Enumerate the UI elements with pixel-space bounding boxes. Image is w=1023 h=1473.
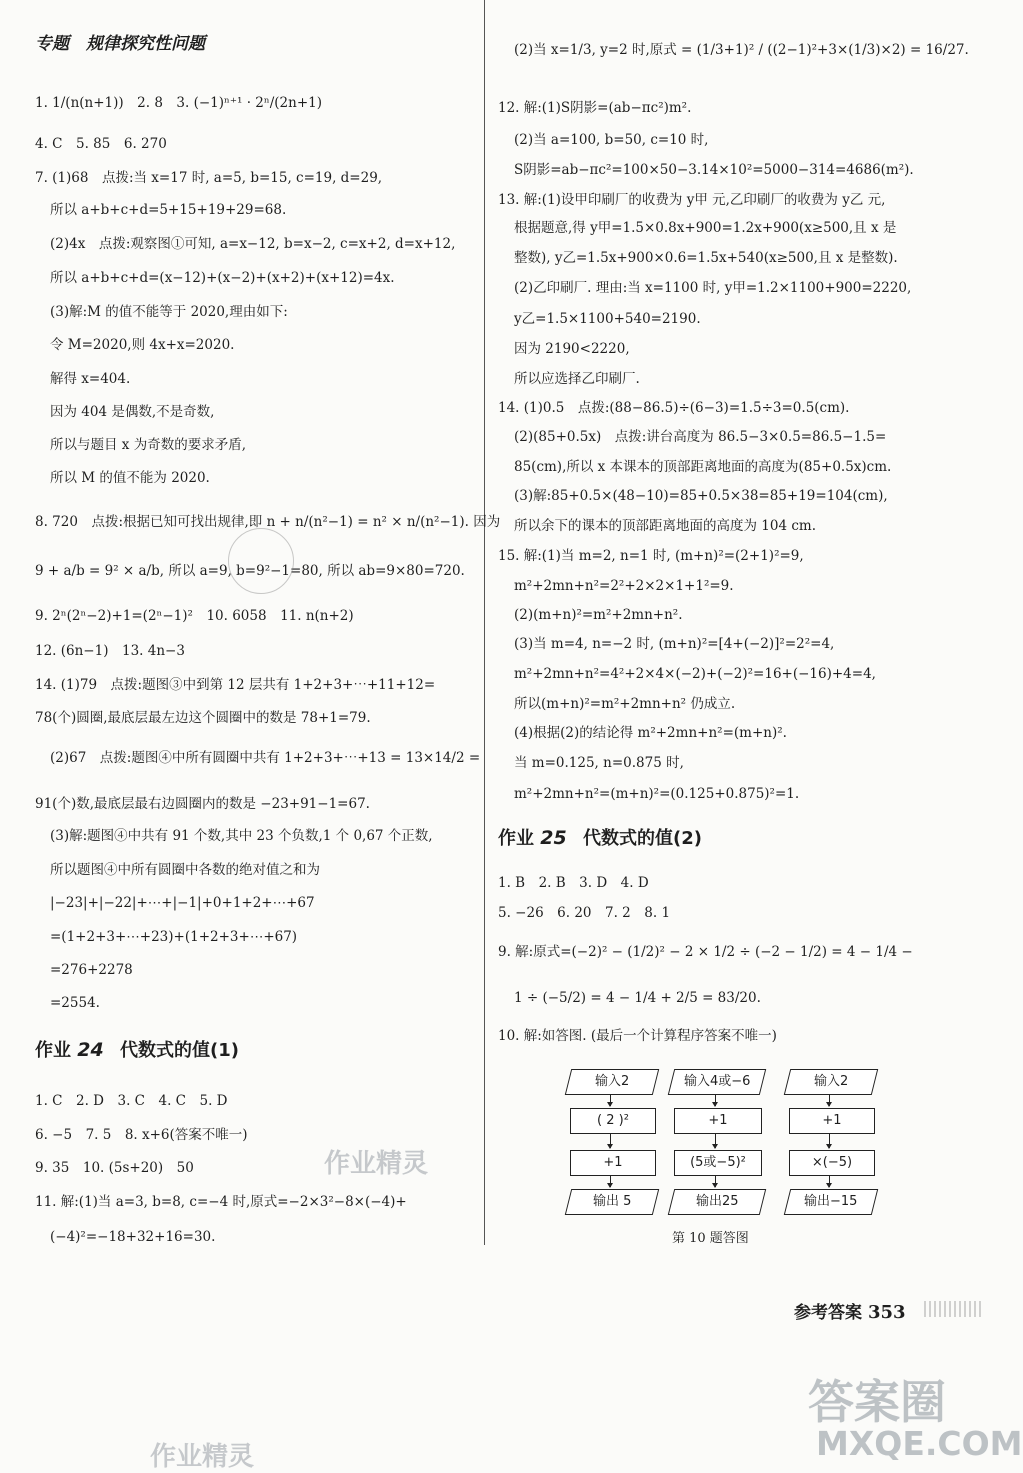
flow-step-box: +1 bbox=[789, 1108, 875, 1134]
flow-arrow bbox=[610, 1134, 611, 1148]
flow-label: 输入4或−6 bbox=[683, 1074, 751, 1089]
section-heading-25 bbox=[498, 828, 702, 849]
topic-title: 专题 规律探究性问题 bbox=[35, 34, 205, 54]
answer-line: 12. 解:(1)S阴影=(ab−πc²)m². bbox=[498, 100, 692, 116]
answer-line: 9. 解:原式=(−2)² − (1/2)² − 2 × 1/2 ÷ (−2 − 1/2) = 4 − 1/4 − bbox=[498, 944, 913, 960]
flow-label: 输入2 bbox=[594, 1074, 630, 1089]
answer-line: 14. (1)79 点拨:题图③中到第 12 层共有 1+2+3+⋯+11+12= bbox=[35, 677, 436, 693]
answer-line: 14. (1)0.5 点拨:(88−86.5)÷(6−3)=1.5÷3=0.5(cm). bbox=[498, 400, 850, 416]
answer-line: 8. 720 点拨:根据已知可找出规律,即 n + n/(n²−1) = n² × n/(n²−1). 因为 bbox=[35, 514, 501, 530]
flow-arrow bbox=[829, 1095, 830, 1106]
answer-line: m²+2mn+n²=2²+2×2×1+1²=9. bbox=[514, 578, 734, 594]
answer-line: 当 m=0.125, n=0.875 时, bbox=[514, 755, 684, 771]
answer-line: 5. −26 6. 20 7. 2 8. 1 bbox=[498, 905, 671, 921]
answer-line: 1. 1/(n(n+1)) 2. 8 3. (−1)ⁿ⁺¹ · 2ⁿ/(2n+1) bbox=[35, 95, 322, 111]
flow-arrow bbox=[715, 1095, 716, 1106]
answer-line: 12. (6n−1) 13. 4n−3 bbox=[35, 643, 185, 659]
flow-step-box: ( 2 )² bbox=[570, 1108, 656, 1134]
answer-line: (3)当 m=4, n=−2 时, (m+n)²=[4+(−2)]²=2²=4, bbox=[514, 636, 835, 652]
brand-watermark: 作业精灵 bbox=[324, 1149, 429, 1179]
footer-decoration bbox=[924, 1301, 982, 1317]
section-name: 代数式的值(2) bbox=[583, 828, 702, 849]
answer-line: 所以 a+b+c+d=5+15+19+29=68. bbox=[50, 202, 287, 218]
flow-label: 输入2 bbox=[813, 1074, 849, 1089]
section-label: 作业 bbox=[498, 828, 534, 849]
brand-watermark-bottom: 作业精灵 bbox=[150, 1442, 255, 1472]
flow-step-box: (5或−5)² bbox=[674, 1150, 762, 1176]
logo-watermark: 答案圈 bbox=[808, 1375, 946, 1429]
stamp-watermark bbox=[228, 528, 294, 594]
answer-line: (2)乙印刷厂. 理由:当 x=1100 时, y甲=1.2×1100+900=2220, bbox=[514, 280, 912, 296]
column-divider bbox=[484, 0, 485, 1245]
section-label: 作业 bbox=[35, 1040, 71, 1061]
page-number: 353 bbox=[868, 1302, 906, 1323]
answer-line: 7. (1)68 点拨:当 x=17 时, a=5, b=15, c=19, d=29, bbox=[35, 170, 383, 186]
section-number: 24 bbox=[77, 1039, 104, 1061]
answer-line: 78(个)圆圈,最底层最左边这个圆圈中的数是 78+1=79. bbox=[35, 710, 371, 726]
answer-line: 9 + a/b = 9² × a/b, 所以 a=9, b=9²−1=80, 所以 ab=9×80=720. bbox=[35, 563, 465, 579]
answer-line: 1. B 2. B 3. D 4. D bbox=[498, 875, 649, 891]
answer-line: 根据题意,得 y甲=1.5×0.8x+900=1.2x+900(x≥500,且 x 是 bbox=[514, 220, 897, 236]
section-name: 代数式的值(1) bbox=[120, 1040, 239, 1061]
answer-line: 15. 解:(1)当 m=2, n=1 时, (m+n)²=(2+1)²=9, bbox=[498, 548, 804, 564]
section-heading-24 bbox=[35, 1040, 239, 1061]
flow-input-box bbox=[784, 1069, 878, 1095]
answer-line: 1. C 2. D 3. C 4. C 5. D bbox=[35, 1093, 228, 1109]
answer-line: (2)当 x=1/3, y=2 时,原式 = (1/3+1)² / ((2−1)²+3×(1/3)×2) = 16/27. bbox=[514, 42, 969, 58]
page-footer bbox=[794, 1298, 906, 1323]
flow-arrow bbox=[829, 1134, 830, 1148]
flow-label: 输出 5 bbox=[592, 1194, 632, 1209]
flow-output-box bbox=[668, 1189, 766, 1215]
flow-arrow bbox=[610, 1176, 611, 1187]
answer-line: (4)根据(2)的结论得 m²+2mn+n²=(m+n)². bbox=[514, 725, 787, 741]
answer-line: 所以余下的课本的顶部距离地面的高度为 104 cm. bbox=[514, 518, 817, 534]
answer-line: =2554. bbox=[50, 995, 100, 1011]
flow-input-box bbox=[565, 1069, 659, 1095]
flow-arrow bbox=[715, 1134, 716, 1148]
answer-line: (2)67 点拨:题图④中所有圆圈中共有 1+2+3+⋯+13 = 13×14/2 = bbox=[50, 750, 481, 766]
answer-line: m²+2mn+n²=4²+2×4×(−2)+(−2)²=16+(−16)+4=4, bbox=[514, 666, 876, 682]
answer-line: y乙=1.5×1100+540=2190. bbox=[514, 311, 701, 327]
site-watermark: MXQE.COM bbox=[816, 1424, 1023, 1463]
answer-line: m²+2mn+n²=(m+n)²=(0.125+0.875)²=1. bbox=[514, 786, 800, 802]
flow-step-box: ×(−5) bbox=[789, 1150, 875, 1176]
answer-line: (3)解:题图④中共有 91 个数,其中 23 个负数,1 个 0,67 个正数, bbox=[50, 828, 433, 844]
answer-line: =276+2278 bbox=[50, 962, 133, 978]
answer-line: 4. C 5. 85 6. 270 bbox=[35, 136, 167, 152]
answer-line: 9. 2ⁿ(2ⁿ−2)+1=(2ⁿ−1)² 10. 6058 11. n(n+2) bbox=[35, 608, 354, 624]
flow-step-box: +1 bbox=[674, 1108, 762, 1134]
answer-line: 所以(m+n)²=m²+2mn+n² 仍成立. bbox=[514, 696, 736, 712]
answer-line: 所以 M 的值不能为 2020. bbox=[50, 470, 210, 486]
answer-line: 13. 解:(1)设甲印刷厂的收费为 y甲 元,乙印刷厂的收费为 y乙 元, bbox=[498, 192, 886, 208]
answer-line: (2)(85+0.5x) 点拨:讲台高度为 86.5−3×0.5=86.5−1.5= bbox=[514, 429, 887, 445]
flow-arrow bbox=[829, 1176, 830, 1187]
answer-line: |−23|+|−22|+⋯+|−1|+0+1+2+⋯+67 bbox=[50, 895, 315, 911]
flow-input-box bbox=[668, 1069, 766, 1095]
flowchart-caption: 第 10 题答图 bbox=[672, 1231, 749, 1246]
section-number: 25 bbox=[540, 827, 567, 849]
answer-line: 85(cm),所以 x 本课本的顶部距离地面的高度为(85+0.5x)cm. bbox=[514, 459, 892, 475]
answer-line: 所以题图④中所有圆圈中各数的绝对值之和为 bbox=[50, 862, 320, 878]
flow-output-box bbox=[784, 1189, 878, 1215]
flow-label: 输出−15 bbox=[804, 1194, 858, 1209]
answer-line: 6. −5 7. 5 8. x+6(答案不唯一) bbox=[35, 1127, 248, 1143]
answer-line: 10. 解:如答图. (最后一个计算程序答案不唯一) bbox=[498, 1028, 777, 1044]
answer-line: 所以与题目 x 为奇数的要求矛盾, bbox=[50, 437, 246, 453]
answer-line: (3)解:M 的值不能等于 2020,理由如下: bbox=[50, 304, 288, 320]
answer-line: 整数), y乙=1.5x+900×0.6=1.5x+540(x≥500,且 x 是整数). bbox=[514, 250, 898, 266]
flow-arrow bbox=[610, 1095, 611, 1106]
answer-line: 11. 解:(1)当 a=3, b=8, c=−4 时,原式=−2×3²−8×(−4)+ bbox=[35, 1194, 407, 1210]
flow-output-box bbox=[565, 1189, 659, 1215]
answer-line: (2)当 a=100, b=50, c=10 时, bbox=[514, 132, 709, 148]
answer-line: =(1+2+3+⋯+23)+(1+2+3+⋯+67) bbox=[50, 929, 298, 945]
footer-label: 参考答案 bbox=[794, 1303, 862, 1323]
answer-line: 91(个)数,最底层最右边圆圈内的数是 −23+91−1=67. bbox=[35, 796, 370, 812]
flow-step-box: +1 bbox=[570, 1150, 656, 1176]
answer-line: 因为 2190<2220, bbox=[514, 341, 630, 357]
answer-line: 1 ÷ (−5/2) = 4 − 1/4 + 2/5 = 83/20. bbox=[514, 990, 761, 1006]
answer-line: (3)解:85+0.5×(48−10)=85+0.5×38=85+19=104(cm), bbox=[514, 488, 888, 504]
answer-line: (−4)²=−18+32+16=30. bbox=[50, 1229, 216, 1245]
answer-line: 解得 x=404. bbox=[50, 371, 131, 387]
answer-line: 9. 35 10. (5s+20) 50 bbox=[35, 1160, 194, 1176]
answer-line: 因为 404 是偶数,不是奇数, bbox=[50, 404, 215, 420]
answer-line: (2)4x 点拨:观察图①可知, a=x−12, b=x−2, c=x+2, d=x+12, bbox=[50, 236, 456, 252]
flow-arrow bbox=[715, 1176, 716, 1187]
answer-line: 所以应选择乙印刷厂. bbox=[514, 371, 640, 387]
answer-line: S阴影=ab−πc²=100×50−3.14×10²=5000−314=4686(m²). bbox=[514, 162, 914, 178]
answer-line: (2)(m+n)²=m²+2mn+n². bbox=[514, 607, 683, 623]
answer-line: 所以 a+b+c+d=(x−12)+(x−2)+(x+2)+(x+12)=4x. bbox=[50, 270, 395, 286]
flow-label: 输出25 bbox=[695, 1194, 739, 1209]
answer-line: 令 M=2020,则 4x+x=2020. bbox=[50, 337, 235, 353]
